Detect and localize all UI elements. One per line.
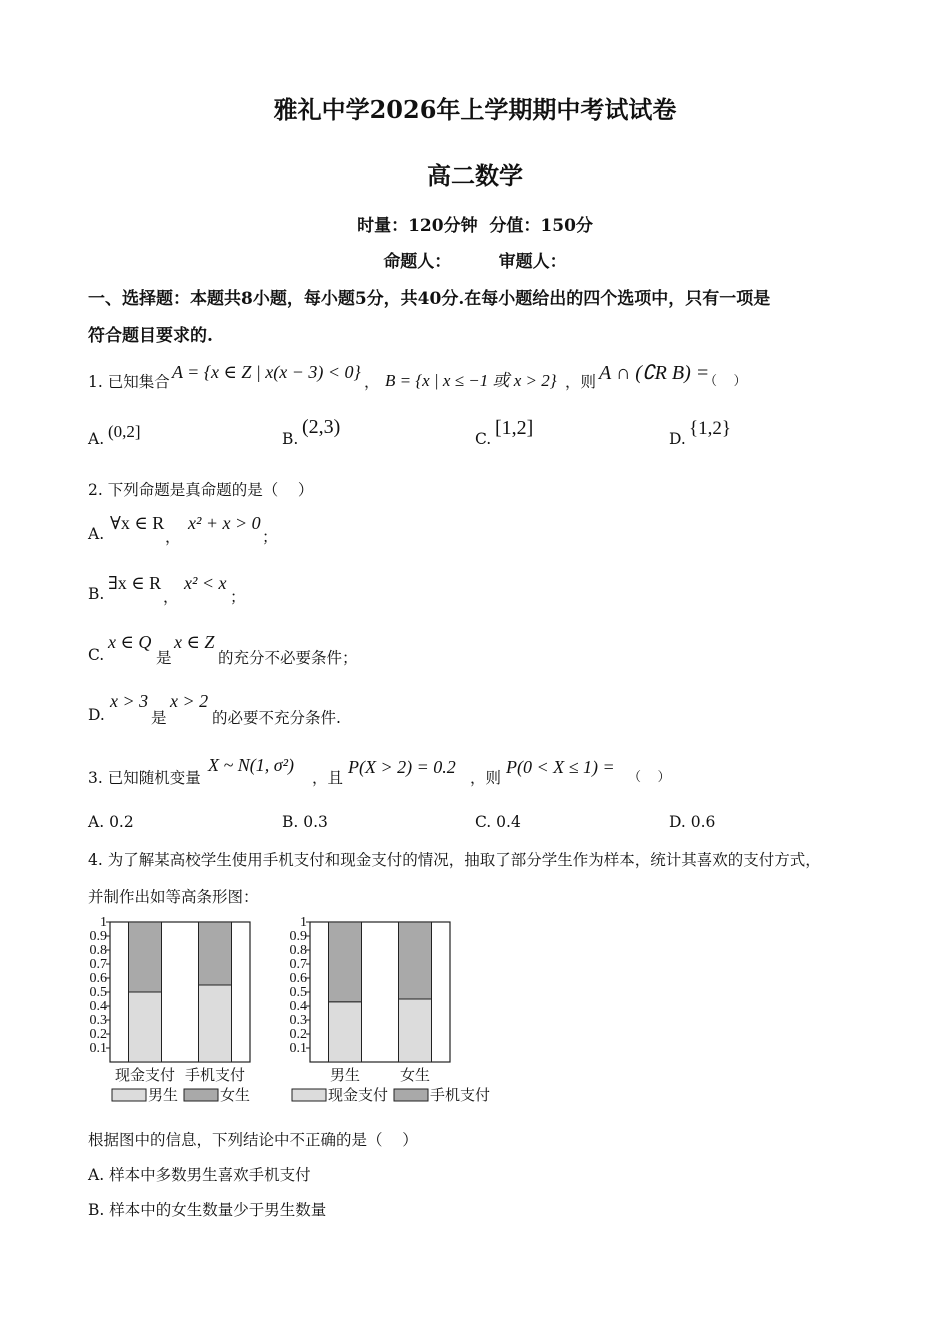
- q1-option-d-letter: D.: [669, 430, 686, 448]
- legend-label: 现金支付: [328, 1088, 389, 1104]
- y-tick-label: 0.6: [89, 971, 107, 986]
- q1-comma: ，: [364, 373, 380, 391]
- bar-upper: [199, 922, 232, 985]
- y-tick-label: 0.2: [89, 1027, 107, 1042]
- q2-option-d-tail: 的必要不充分条件.: [212, 709, 341, 727]
- bar-upper: [129, 922, 162, 992]
- y-tick-label: 0.3: [289, 1013, 307, 1028]
- q2-option-b-letter: B.: [88, 585, 105, 603]
- q1-then: ，则: [565, 373, 597, 391]
- bar-lower: [399, 999, 432, 1062]
- legend-swatch: [292, 1089, 326, 1101]
- exam-authors: 命题人： 审题人：: [383, 252, 567, 272]
- q3-option-b: B. 0.3: [282, 813, 328, 831]
- bar-lower: [129, 992, 162, 1062]
- q2-option-a-tail: ；: [262, 528, 278, 546]
- q2-option-d-letter: D.: [88, 706, 105, 724]
- q2-option-d-math2: x > 2: [170, 691, 209, 711]
- exam-title: 雅礼中学2026年上学期期中考试试卷: [273, 95, 677, 124]
- q2-option-a-letter: A.: [88, 525, 105, 543]
- y-tick-label: 1: [100, 915, 107, 930]
- section-intro-line2: 符合题目要求的.: [88, 326, 213, 346]
- y-tick-label: 0.8: [89, 943, 107, 958]
- q2-option-b-math2: x² < x: [184, 573, 227, 593]
- legend-label: 手机支付: [430, 1088, 491, 1104]
- q1-option-a-value: (0,2]: [108, 422, 141, 441]
- q2-option-c-math1: x ∈ Q: [108, 632, 152, 652]
- q3-option-d: D. 0.6: [669, 813, 716, 831]
- section-intro-line1: 一、选择题：本题共8小题，每小题5分，共40分.在每小题给出的四个选项中，只有一项是: [88, 289, 771, 309]
- bar-upper: [399, 922, 432, 999]
- y-tick-label: 0.8: [289, 943, 307, 958]
- y-tick-label: 0.7: [89, 957, 107, 972]
- q3-math-given: P(X > 2) = 0.2: [348, 757, 456, 777]
- q1-option-d-value: {1,2}: [689, 418, 731, 439]
- q3-math-distribution: X ~ N(1, σ²): [208, 755, 295, 775]
- q1-option-c-value: [1,2]: [495, 417, 534, 439]
- legend-label: 女生: [220, 1088, 251, 1104]
- q2-option-b-tail: ；: [230, 588, 246, 606]
- y-tick-label: 0.3: [89, 1013, 107, 1028]
- y-tick-label: 0.5: [89, 985, 107, 1000]
- q4-stem-line1: 4. 为了解某高校学生使用手机支付和现金支付的情况，抽取了部分学生作为样本，统计其喜欢的支付方式，: [88, 851, 821, 869]
- x-category-label: 手机支付: [184, 1068, 246, 1084]
- y-tick-label: 0.1: [289, 1041, 307, 1056]
- q2-option-a-math1: ∀x ∈ R: [110, 513, 165, 533]
- legend-swatch: [112, 1089, 146, 1101]
- y-tick-label: 0.4: [89, 999, 107, 1014]
- q2-option-d-math1: x > 3: [110, 691, 149, 711]
- q3-mid2: ，则: [470, 769, 502, 787]
- y-tick-label: 0.9: [289, 929, 307, 944]
- q1-option-b-letter: B.: [282, 430, 299, 448]
- q4-option-b: B. 样本中的女生数量少于男生数量: [88, 1201, 327, 1219]
- bar-lower: [199, 985, 232, 1062]
- q3-mid1: ，且: [312, 769, 344, 787]
- q3-math-target: P(0 < X ≤ 1) =: [506, 757, 615, 777]
- bar-upper: [329, 922, 362, 1002]
- q3-option-c: C. 0.4: [475, 813, 521, 831]
- y-tick-label: 1: [300, 915, 307, 930]
- q2-option-a-math2: x² + x > 0: [188, 513, 261, 533]
- q2-option-b-sep: ，: [163, 588, 179, 606]
- legend-label: 男生: [148, 1088, 179, 1104]
- chart-payment-by-gender: [286, 912, 516, 1112]
- q1-lead: 1. 已知集合: [88, 373, 170, 391]
- q1-set-a: A = {x ∈ Z | x(x − 3) < 0}: [172, 362, 361, 382]
- q1-option-c-letter: C.: [475, 430, 492, 448]
- q4-option-a: A. 样本中多数男生喜欢手机支付: [88, 1166, 311, 1184]
- q1-option-a-letter: A.: [88, 430, 105, 448]
- q1-option-b-value: (2,3): [302, 416, 341, 438]
- y-tick-label: 0.2: [289, 1027, 307, 1042]
- q2-option-c-math2: x ∈ Z: [174, 632, 215, 652]
- q3-option-a: A. 0.2: [88, 813, 134, 831]
- q1-set-b: B = {x | x ≤ −1 或 x > 2}: [385, 371, 557, 390]
- q2-option-c-tail: 的充分不必要条件；: [218, 649, 358, 667]
- legend-swatch: [184, 1089, 218, 1101]
- y-tick-label: 0.1: [89, 1041, 107, 1056]
- q2-option-a-sep: ，: [165, 528, 181, 546]
- y-tick-label: 0.7: [289, 957, 307, 972]
- q4-stem-line2: 并制作出如等高条形图：: [88, 888, 259, 906]
- q3-answer-paren: （ ）: [628, 770, 671, 785]
- x-category-label: 现金支付: [114, 1068, 176, 1084]
- subject-title: 高二数学: [427, 161, 523, 190]
- x-category-label: 男生: [329, 1068, 361, 1084]
- y-tick-label: 0.6: [289, 971, 307, 986]
- legend-swatch: [394, 1089, 428, 1101]
- q1-answer-paren: （ ）: [704, 374, 747, 389]
- q2-option-d-sep: 是: [151, 709, 167, 727]
- chart-gender-by-payment: [86, 912, 276, 1112]
- q1-expression: A ∩ (∁R B) =: [599, 362, 710, 384]
- q3-lead: 3. 已知随机变量: [88, 769, 201, 787]
- q2-option-b-math1: ∃x ∈ R: [108, 573, 162, 593]
- q2-option-c-sep: 是: [156, 649, 172, 667]
- q2-option-c-letter: C.: [88, 646, 105, 664]
- q4-after-chart: 根据图中的信息，下列结论中不正确的是（ ）: [88, 1131, 418, 1149]
- bar-lower: [329, 1002, 362, 1062]
- q2-stem: 2. 下列命题是真命题的是（ ）: [88, 481, 314, 499]
- x-category-label: 女生: [399, 1068, 431, 1084]
- y-tick-label: 0.5: [289, 985, 307, 1000]
- y-tick-label: 0.4: [289, 999, 307, 1014]
- exam-meta: 时量：120分钟 分值：150分: [357, 216, 593, 236]
- y-tick-label: 0.9: [89, 929, 107, 944]
